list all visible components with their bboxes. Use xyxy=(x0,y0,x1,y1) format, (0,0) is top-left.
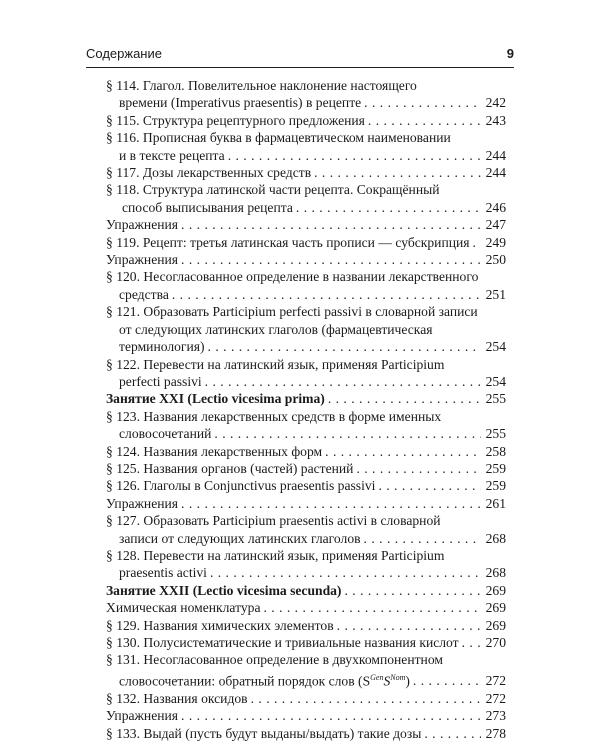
symbol-s: S xyxy=(383,673,391,689)
toc-entry[interactable] xyxy=(106,512,506,547)
toc-entry-text: записи от следующих латинских глаголов xyxy=(119,530,361,546)
dot-leader xyxy=(251,690,481,707)
toc-entry-text: § 130. Полусистематические и тривиальные названия кислот xyxy=(106,635,459,650)
toc-chapter-entry[interactable] xyxy=(106,582,506,599)
toc-entry-text: § 128. Перевести на латинский язык, применяя Participium xyxy=(106,547,445,563)
dot-leader xyxy=(424,725,481,742)
toc-entry-text: perfecti passivi xyxy=(119,373,202,389)
toc-page-number: 254 xyxy=(485,339,506,355)
toc-page-number: 269 xyxy=(485,617,506,633)
toc-entry-text: praesentis activi xyxy=(119,565,207,581)
toc-page-number: 255 xyxy=(485,426,506,442)
toc-entry-text: § 119. Рецепт: третья латинская часть прописи — субскрипция xyxy=(106,234,470,250)
toc-entry[interactable] xyxy=(106,216,506,233)
toc-entry-text: терминология) xyxy=(119,339,205,355)
toc-entry-text: § 129. Названия химических элементов xyxy=(106,617,334,633)
toc-entry-text: § 117. Дозы лекарственных средств xyxy=(106,165,312,181)
toc-entry-text: словосочетаний xyxy=(119,426,212,442)
dot-leader xyxy=(263,599,481,616)
dot-leader xyxy=(208,338,481,355)
closing-paren: ) xyxy=(405,673,410,689)
dot-leader xyxy=(462,634,481,651)
toc-entry-text: § 124. Названия лекарственных форм xyxy=(106,443,323,459)
toc-entry[interactable] xyxy=(106,477,506,494)
toc-entry-text: Химическая номенклатура xyxy=(106,600,261,616)
toc-entry[interactable] xyxy=(106,234,506,251)
toc-entry[interactable] xyxy=(106,725,506,742)
header-page-number: 9 xyxy=(506,46,514,61)
toc-entry[interactable] xyxy=(106,599,506,616)
toc-entry[interactable] xyxy=(106,460,506,477)
toc-page-number: 243 xyxy=(485,112,506,128)
toc-page-number: 250 xyxy=(485,252,506,268)
toc-entry[interactable] xyxy=(106,112,506,129)
toc-entry-text: § 123. Названия лекарственных средств в форме именных xyxy=(106,408,442,424)
toc-page-number: 269 xyxy=(485,600,506,616)
toc-entry-text: § 114. Глагол. Повелительное наклонение настоящего xyxy=(106,78,417,93)
toc-page-number: 255 xyxy=(485,391,506,407)
toc-entry[interactable] xyxy=(106,77,506,112)
dot-leader xyxy=(181,495,481,512)
toc-entry-text: § 121. Образовать Participium perfecti passivi в словарной записи xyxy=(106,304,478,320)
toc-entry[interactable] xyxy=(106,129,506,164)
toc-entry-text: § 126. Глаголы в Conjunctivus praesentis passivi xyxy=(106,478,376,494)
toc-page-number: 251 xyxy=(485,286,506,302)
dot-leader xyxy=(378,477,481,494)
toc-entry[interactable] xyxy=(106,707,506,724)
toc-entry[interactable] xyxy=(106,547,506,582)
toc-entry-text: § 116. Прописная буква в фармацевтическом наименовании xyxy=(106,130,451,146)
dot-leader xyxy=(356,460,481,477)
toc-entry[interactable] xyxy=(106,164,506,181)
toc-entry-text: § 122. Перевести на латинский язык, применяя Participium xyxy=(106,356,445,372)
dot-leader xyxy=(413,672,481,689)
toc-entry-text: Занятие XXI (Lectio vicesima prima) xyxy=(106,391,325,407)
toc-page-number: 278 xyxy=(485,725,506,741)
toc-entry-text: от следующих латинских глаголов (фармацевтическая xyxy=(119,321,433,337)
toc-entry-text: Упражнения xyxy=(106,495,179,511)
toc-entry[interactable] xyxy=(106,651,506,689)
toc-page-number: 247 xyxy=(485,217,506,233)
toc-entry-text: и в тексте рецепта xyxy=(119,147,225,163)
dot-leader xyxy=(364,94,481,111)
toc-entry-text: времени (Imperativus praesentis) в рецепте xyxy=(119,95,362,111)
table-of-contents xyxy=(106,77,506,742)
toc-page-number: 273 xyxy=(485,708,506,724)
toc-entry-text: § 127. Образовать Participium praesentis activi в словарной xyxy=(106,513,441,529)
toc-page-number: 259 xyxy=(485,460,506,476)
toc-entry-text: Упражнения xyxy=(106,217,179,233)
dot-leader xyxy=(314,164,481,181)
header-rule xyxy=(86,67,514,68)
toc-entry-text: § 133. Выдай (пусть будут выданы/выдать) такие дозы xyxy=(106,725,422,741)
toc-entry-text: § 115. Структура рецептурного предложения xyxy=(106,112,365,128)
toc-entry[interactable] xyxy=(106,356,506,391)
dot-leader xyxy=(181,216,481,233)
dot-leader xyxy=(210,564,481,581)
toc-page-number: 249 xyxy=(485,234,506,250)
toc-page-number: 242 xyxy=(485,95,506,111)
dot-leader xyxy=(368,112,481,129)
toc-entry[interactable] xyxy=(106,495,506,512)
toc-page-number: 269 xyxy=(485,582,506,598)
toc-entry[interactable] xyxy=(106,268,506,303)
toc-entry-text: § 131. Несогласованное определение в двухкомпонентном xyxy=(106,652,443,668)
dot-leader xyxy=(214,425,481,442)
toc-page-number: 246 xyxy=(485,199,506,215)
dot-leader xyxy=(205,373,481,390)
toc-entry-text: Упражнения xyxy=(106,252,179,268)
toc-chapter-entry[interactable] xyxy=(106,390,506,407)
dot-leader xyxy=(181,251,481,268)
toc-page-number: 259 xyxy=(485,478,506,494)
toc-entry-text: словосочетании: обратный порядок слов $(S^{Gen}S^{Nom})$ xyxy=(119,672,410,689)
toc-entry[interactable] xyxy=(106,690,506,707)
toc-page-number: 244 xyxy=(485,165,506,181)
dot-leader xyxy=(296,199,481,216)
toc-entry-text: § 118. Структура латинской части рецепта. Сокращённый xyxy=(106,182,440,198)
toc-page-number: 254 xyxy=(485,373,506,389)
toc-entry-text: § 132. Названия оксидов xyxy=(106,690,248,706)
toc-page-number: 261 xyxy=(485,495,506,511)
toc-entry[interactable] xyxy=(106,443,506,460)
superscript-nom: Nom xyxy=(390,672,406,682)
dot-leader xyxy=(181,707,481,724)
toc-entry[interactable] xyxy=(106,617,506,634)
superscript-gen: Gen xyxy=(370,672,384,682)
toc-page-number: 268 xyxy=(485,565,506,581)
toc-entry-text: средства xyxy=(119,286,169,302)
toc-page-number: 272 xyxy=(485,690,506,706)
toc-page-number: 268 xyxy=(485,530,506,546)
toc-entry-text: § 120. Несогласованное определение в названии лекарственного xyxy=(106,269,479,285)
toc-page-number: 272 xyxy=(485,673,506,689)
dot-leader xyxy=(344,582,481,599)
dot-leader xyxy=(473,234,481,251)
toc-entry-text: § 125. Названия органов (частей) растений xyxy=(106,460,354,476)
toc-page-number: 244 xyxy=(485,147,506,163)
dot-leader xyxy=(364,530,481,547)
toc-page-number: 270 xyxy=(485,635,506,650)
dot-leader xyxy=(172,286,481,303)
toc-entry[interactable] xyxy=(106,251,506,268)
dot-leader xyxy=(328,390,481,407)
header-title: Содержание xyxy=(86,46,162,61)
toc-page-number: 258 xyxy=(485,443,506,459)
toc-entry[interactable] xyxy=(106,303,506,355)
dot-leader xyxy=(228,147,481,164)
toc-entry-text: Занятие XXII (Lectio vicesima secunda) xyxy=(106,582,342,598)
toc-entry[interactable] xyxy=(106,408,506,443)
toc-entry[interactable] xyxy=(106,181,506,216)
running-header xyxy=(86,46,514,66)
toc-entry-text: способ выписывания рецепта xyxy=(122,199,293,215)
toc-entry-text: Упражнения xyxy=(106,708,179,724)
dot-leader xyxy=(337,617,481,634)
dot-leader xyxy=(325,443,481,460)
toc-entry[interactable] xyxy=(106,634,506,651)
